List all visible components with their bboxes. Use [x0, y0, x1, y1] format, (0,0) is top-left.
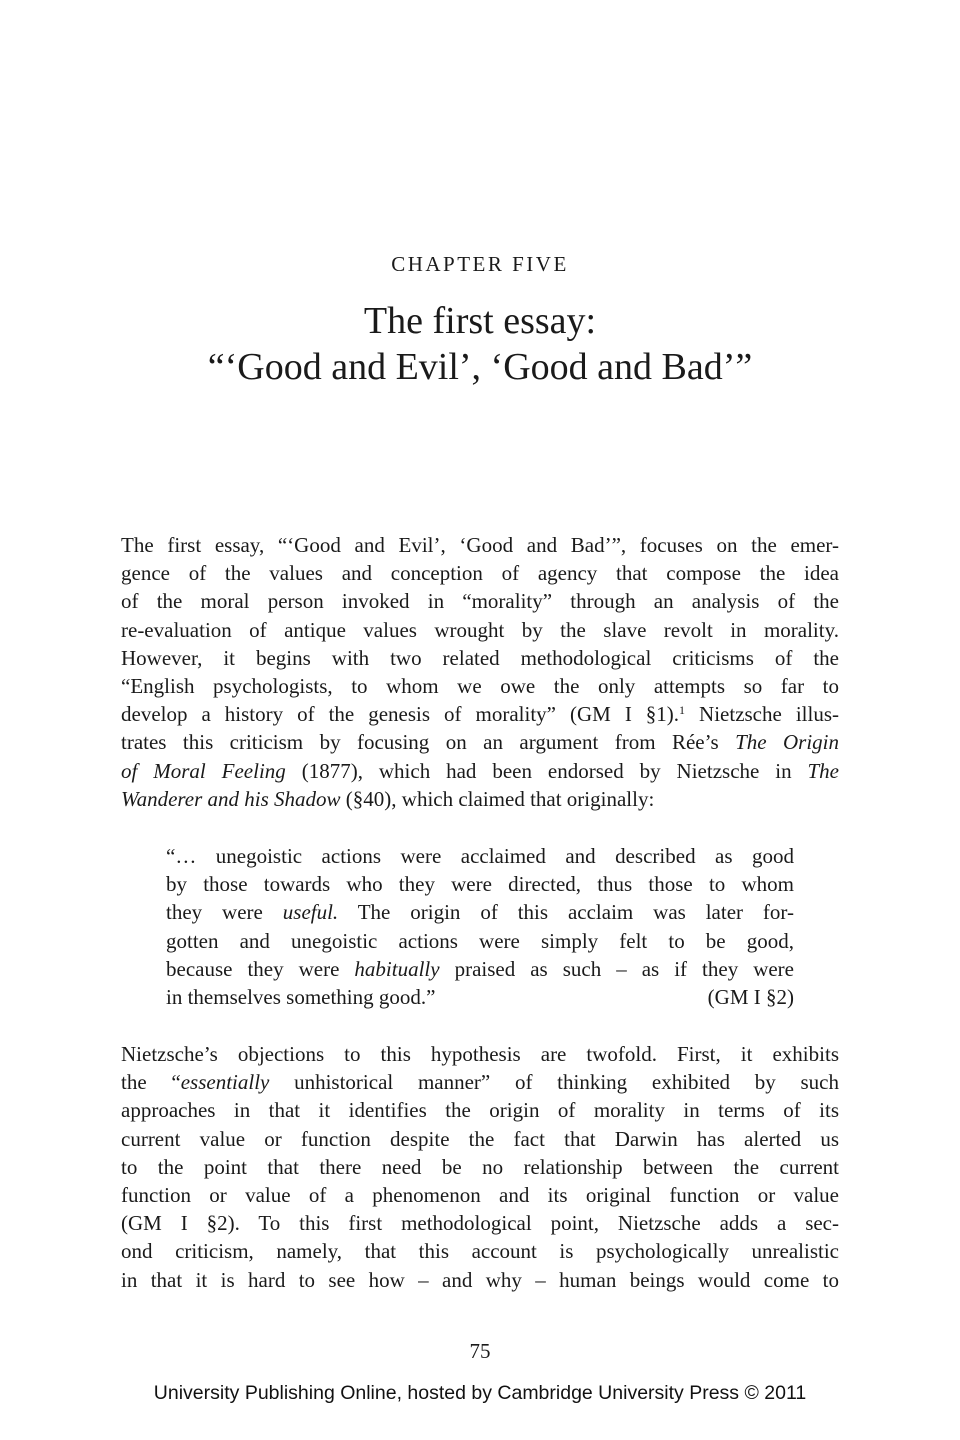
text-line: The first essay, “‘Good and Evil’, ‘Good and Bad’”, focuses on the emer-	[121, 533, 839, 557]
text-line: ond criticism, namely, that this account is psychologically unrealistic	[121, 1239, 839, 1264]
text-line: re-evaluation of antique values wrought by the slave revolt in morality.	[121, 617, 839, 642]
footnote-marker: 1	[679, 703, 686, 718]
text-line: Nietzsche’s objections to this hypothesis are twofold. First, it exhibits	[121, 1042, 839, 1066]
chapter-label: CHAPTER FIVE	[391, 252, 569, 276]
text-line: However, it begins with two related methodological criticisms of the	[121, 645, 839, 670]
text-line: in that it is hard to see how – and why – human beings would come to	[121, 1267, 839, 1292]
text-line	[121, 1068, 839, 1096]
text-line: function or value of a phenomenon and its original function or value	[121, 1182, 839, 1207]
quote-line: “… unegoistic actions were acclaimed and described as good	[166, 844, 794, 868]
chapter-title	[0, 298, 960, 390]
text-line: gence of the values and conception of agency that compose the idea	[121, 561, 839, 586]
book-title-italic: Wanderer and his Shadow	[121, 786, 341, 811]
text-line: (GM I §2). To this first methodological point, Nietzsche adds a sec-	[121, 1211, 839, 1236]
text-line	[121, 757, 839, 785]
text-line	[121, 700, 839, 728]
page-number: 75	[469, 1339, 491, 1363]
book-title-italic: of Moral Feeling	[121, 758, 286, 783]
text-line: “English psychologists, to whom we owe the only attempts so far to	[121, 673, 839, 698]
emphasis-italic: habitually	[354, 956, 440, 981]
text-line: to the point that there need be no relationship between the current	[121, 1154, 839, 1179]
quote-line: in themselves something good.”	[166, 984, 436, 1009]
text-segment: develop a history of the genesis of morality” (GM I §1).	[121, 702, 680, 727]
text-segment: The origin of this acclaim was later for-	[338, 900, 794, 925]
quote-line: gotten and unegoistic actions were simply felt to be good,	[166, 928, 794, 953]
emphasis-italic: useful.	[282, 900, 339, 925]
book-title-italic: The	[807, 758, 839, 783]
text-segment: (§40), which claimed that originally:	[340, 786, 655, 811]
text-line	[121, 785, 839, 813]
quote-citation: (GM I §2)	[707, 984, 794, 1009]
quote-line: by those towards who they were directed, thus those to whom	[166, 872, 794, 897]
paragraph-2	[121, 1040, 839, 1294]
text-line	[121, 728, 839, 756]
quote-last-line	[166, 983, 794, 1011]
publisher-footer: University Publishing Online, hosted by Cambridge University Press © 2011	[153, 1382, 807, 1404]
text-segment: unhistorical manner” of thinking exhibited by such	[269, 1070, 839, 1095]
text-line: approaches in that it identifies the origin of morality in terms of its	[121, 1098, 839, 1123]
book-title-italic: The Origin	[735, 730, 839, 755]
quote-line	[166, 898, 794, 926]
quote-line	[166, 955, 794, 983]
emphasis-italic: essentially	[180, 1070, 270, 1095]
block-quote	[166, 842, 794, 1011]
chapter-title-line-1: The first essay:	[363, 300, 597, 342]
paragraph-1	[121, 531, 839, 813]
text-segment: Nietzsche illus-	[685, 702, 839, 727]
text-segment: the “	[121, 1070, 181, 1095]
chapter-title-line-2: “‘Good and Evil’, ‘Good and Bad’”	[207, 346, 753, 388]
text-line: of the moral person invoked in “morality” through an analysis of the	[121, 589, 839, 614]
text-segment: trates this criticism by focusing on an argument from Rée’s	[121, 730, 736, 755]
text-segment: (1877), which had been endorsed by Nietzsche in	[285, 758, 808, 783]
text-segment: praised as such – as if they were	[439, 956, 794, 981]
text-segment: they were	[166, 900, 283, 925]
text-line: current value or function despite the fact that Darwin has alerted us	[121, 1126, 839, 1151]
text-segment: because they were	[166, 956, 355, 981]
